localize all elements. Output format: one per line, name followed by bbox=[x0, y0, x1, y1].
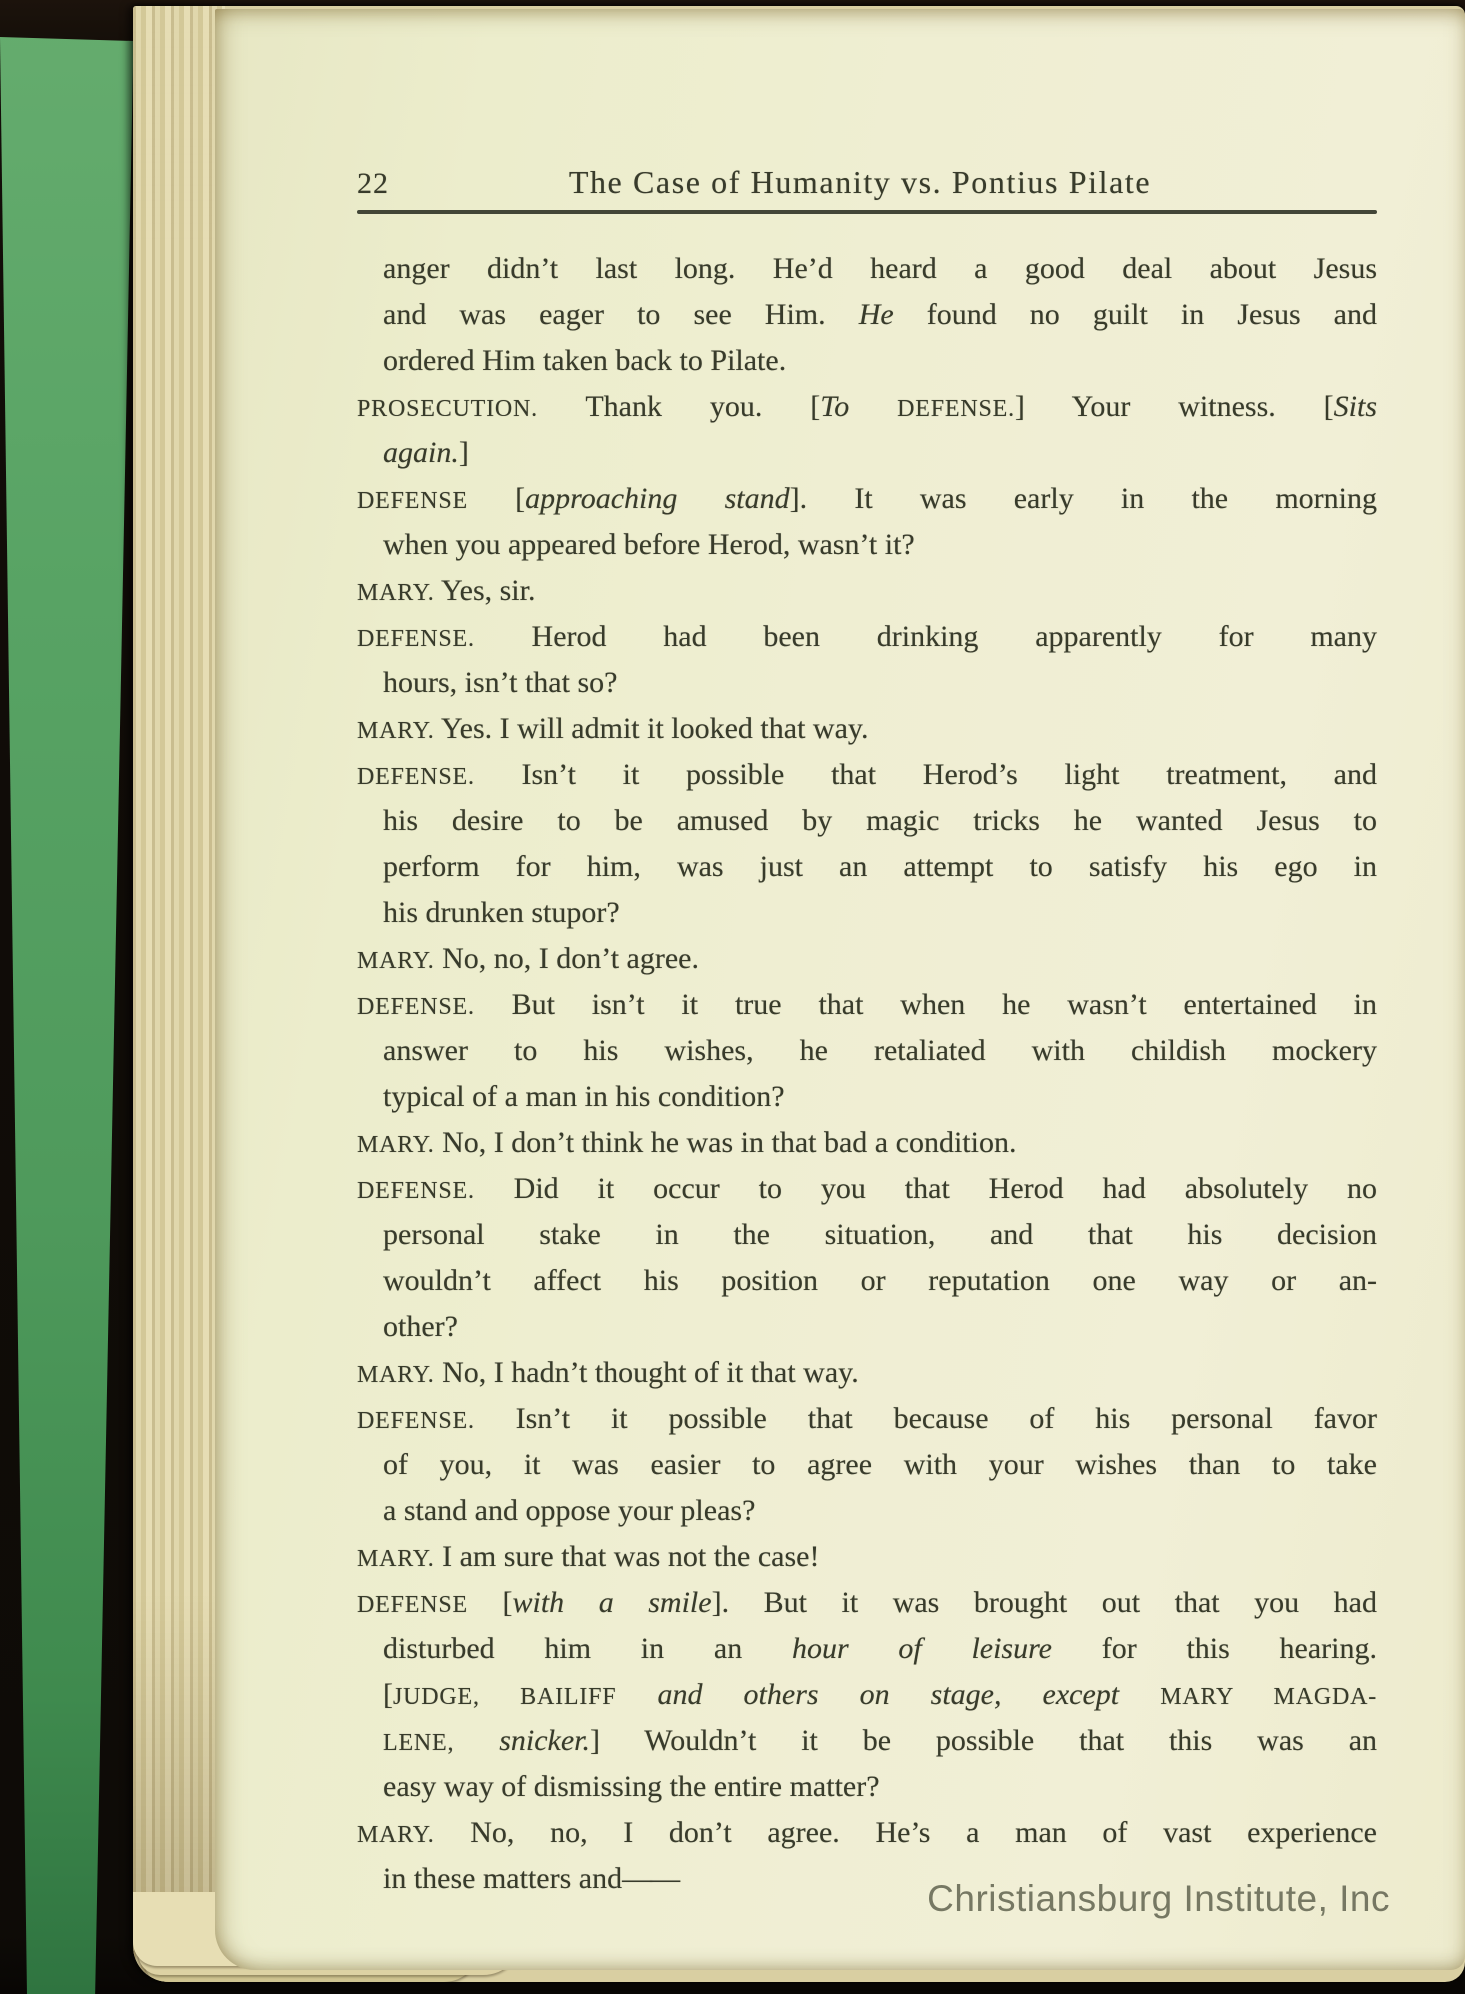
text-segment: ] Your witness. [ bbox=[1014, 390, 1334, 423]
text-segment: in these matters and bbox=[383, 1862, 623, 1895]
dialogue-text bbox=[357, 246, 1377, 1902]
dialogue-line bbox=[357, 752, 1377, 798]
dialogue-line bbox=[357, 1672, 1377, 1718]
dialogue-line bbox=[357, 1166, 1377, 1212]
text-segment: MARY. bbox=[357, 948, 435, 974]
text-segment: JUDGE, BAILIFF bbox=[393, 1684, 617, 1710]
page-number: 22 bbox=[357, 167, 389, 200]
dialogue-line bbox=[357, 1810, 1377, 1856]
scanner-watermark: Christiansburg Institute, Inc bbox=[927, 1878, 1390, 1919]
dialogue-line bbox=[357, 384, 1377, 430]
text-segment: ordered Him taken back to Pilate. bbox=[383, 344, 787, 377]
page-fore-edge bbox=[133, 6, 225, 1982]
text-segment: Sits bbox=[1333, 390, 1378, 423]
text-segment: I am sure that was not the case! bbox=[434, 1540, 820, 1573]
text-segment: wouldn’t affect his position or reputation one way or an- bbox=[383, 1264, 1377, 1297]
text-segment: a stand and oppose your pleas? bbox=[383, 1494, 756, 1527]
green-cover-paper bbox=[0, 0, 142, 1994]
text-segment: DEFENSE. bbox=[897, 396, 1015, 422]
text-segment: answer to his wishes, he retaliated with childish mockery bbox=[383, 1034, 1377, 1067]
text-segment: No, no, I don’t agree. bbox=[434, 942, 699, 975]
text-segment: ] bbox=[458, 436, 469, 469]
text-segment: found no guilt in Jesus and bbox=[893, 298, 1377, 331]
text-segment: DEFENSE bbox=[357, 1592, 468, 1618]
text-segment: ]. But it was brought out that you had bbox=[711, 1586, 1377, 1619]
text-segment: MARY. bbox=[357, 1822, 435, 1848]
dialogue-line bbox=[357, 1120, 1377, 1166]
text-segment bbox=[1119, 1678, 1160, 1711]
dialogue-line bbox=[357, 1442, 1377, 1488]
text-segment: MARY. bbox=[357, 1132, 435, 1158]
text-segment: No, I don’t think he was in that bad a condition. bbox=[434, 1126, 1017, 1159]
dialogue-line bbox=[357, 982, 1377, 1028]
text-segment: He bbox=[858, 298, 894, 331]
dialogue-line bbox=[357, 844, 1377, 890]
dialogue-line bbox=[357, 1396, 1377, 1442]
text-segment: To bbox=[820, 390, 850, 423]
text-segment: [ bbox=[467, 482, 526, 515]
running-header bbox=[357, 164, 1377, 201]
header-rule bbox=[357, 210, 1377, 214]
text-segment: [ bbox=[383, 1678, 393, 1711]
dialogue-line bbox=[357, 1534, 1377, 1580]
page-stack bbox=[133, 6, 1465, 1982]
text-segment: his drunken stupor? bbox=[383, 896, 620, 929]
dialogue-line bbox=[357, 338, 1377, 384]
text-segment: Herod had been drinking apparently for many bbox=[474, 620, 1377, 653]
text-segment: MARY. bbox=[357, 580, 435, 606]
text-segment: DEFENSE. bbox=[357, 764, 475, 790]
dialogue-line bbox=[357, 890, 1377, 936]
text-segment: [ bbox=[467, 1586, 513, 1619]
text-segment: DEFENSE. bbox=[357, 1178, 475, 1204]
text-segment: DEFENSE. bbox=[357, 1408, 475, 1434]
text-segment: disturbed him in an bbox=[383, 1632, 792, 1665]
dialogue-line bbox=[357, 1304, 1377, 1350]
text-segment: personal stake in the situation, and that his decision bbox=[383, 1218, 1377, 1251]
dialogue-line bbox=[357, 430, 1377, 476]
text-segment: DEFENSE. bbox=[357, 994, 475, 1020]
text-segment bbox=[616, 1678, 657, 1711]
text-segment: other? bbox=[383, 1310, 458, 1343]
text-segment: and others on stage, except bbox=[657, 1678, 1120, 1711]
text-segment bbox=[454, 1724, 499, 1757]
dialogue-line bbox=[357, 1258, 1377, 1304]
text-segment: and was eager to see Him. bbox=[383, 298, 859, 331]
text-segment: his desire to be amused by magic tricks he wanted Jesus to bbox=[383, 804, 1377, 837]
dialogue-line bbox=[357, 1212, 1377, 1258]
text-segment: LENE, bbox=[383, 1730, 455, 1756]
text-segment: PROSECUTION. bbox=[357, 396, 538, 422]
text-segment: No, I hadn’t thought of it that way. bbox=[434, 1356, 859, 1389]
text-segment: MARY. bbox=[357, 718, 435, 744]
text-segment: DEFENSE bbox=[357, 488, 468, 514]
text-segment: Did it occur to you that Herod had absolutely no bbox=[474, 1172, 1377, 1205]
text-segment: MARY MAGDA- bbox=[1160, 1684, 1378, 1710]
text-segment: approaching stand bbox=[525, 482, 790, 515]
text-segment: ]. It was early in the morning bbox=[789, 482, 1377, 515]
dialogue-line bbox=[357, 1028, 1377, 1074]
text-segment: again. bbox=[383, 436, 459, 469]
text-segment: DEFENSE. bbox=[357, 626, 475, 652]
dialogue-line bbox=[357, 476, 1377, 522]
text-segment: snicker. bbox=[499, 1724, 590, 1757]
dialogue-line bbox=[357, 936, 1377, 982]
text-segment: anger didn’t last long. He’d heard a good deal about Jesus bbox=[383, 252, 1377, 285]
text-segment: of you, it was easier to agree with your wishes than to take bbox=[383, 1448, 1377, 1481]
text-segment: MARY. bbox=[357, 1546, 435, 1572]
text-segment: Isn’t it possible that because of his personal favor bbox=[474, 1402, 1377, 1435]
dialogue-line bbox=[357, 660, 1377, 706]
text-segment: typical of a man in his condition? bbox=[383, 1080, 785, 1113]
text-segment: easy way of dismissing the entire matter? bbox=[383, 1770, 880, 1803]
text-segment: for this hearing. bbox=[1052, 1632, 1378, 1665]
dialogue-line bbox=[357, 1718, 1377, 1764]
text-segment bbox=[849, 390, 897, 423]
dialogue-line bbox=[357, 246, 1377, 292]
dialogue-line bbox=[357, 1074, 1377, 1120]
text-segment: hour of leisure bbox=[791, 1632, 1052, 1665]
dialogue-line bbox=[357, 1764, 1377, 1810]
dialogue-line bbox=[357, 568, 1377, 614]
text-segment: Yes, sir. bbox=[434, 574, 536, 607]
dialogue-line bbox=[357, 522, 1377, 568]
dialogue-line bbox=[357, 706, 1377, 752]
text-segment: ] Wouldn’t it be possible that this was an bbox=[590, 1724, 1378, 1757]
text-segment: Yes. I will admit it looked that way. bbox=[434, 712, 869, 745]
dialogue-line bbox=[357, 1350, 1377, 1396]
dialogue-line bbox=[357, 292, 1377, 338]
running-title: The Case of Humanity vs. Pontius Pilate bbox=[568, 164, 1152, 200]
text-column bbox=[357, 164, 1377, 1902]
text-segment: hours, isn’t that so? bbox=[383, 666, 618, 699]
text-segment: No, no, I don’t agree. He’s a man of vast experience bbox=[434, 1816, 1377, 1849]
text-segment: —— bbox=[622, 1862, 679, 1895]
text-segment: MARY. bbox=[357, 1362, 435, 1388]
text-segment: perform for him, was just an attempt to satisfy his ego in bbox=[383, 850, 1377, 883]
dialogue-line bbox=[357, 614, 1377, 660]
text-segment: But isn’t it true that when he wasn’t entertained in bbox=[474, 988, 1377, 1021]
dialogue-line bbox=[357, 1626, 1377, 1672]
text-segment: Isn’t it possible that Herod’s light treatment, and bbox=[474, 758, 1377, 791]
text-segment: when you appeared before Herod, wasn’t it? bbox=[383, 528, 915, 561]
dialogue-line bbox=[357, 1488, 1377, 1534]
text-segment: Thank you. [ bbox=[537, 390, 821, 423]
dialogue-line bbox=[357, 798, 1377, 844]
dialogue-line bbox=[357, 1580, 1377, 1626]
text-segment: with a smile bbox=[512, 1586, 712, 1619]
